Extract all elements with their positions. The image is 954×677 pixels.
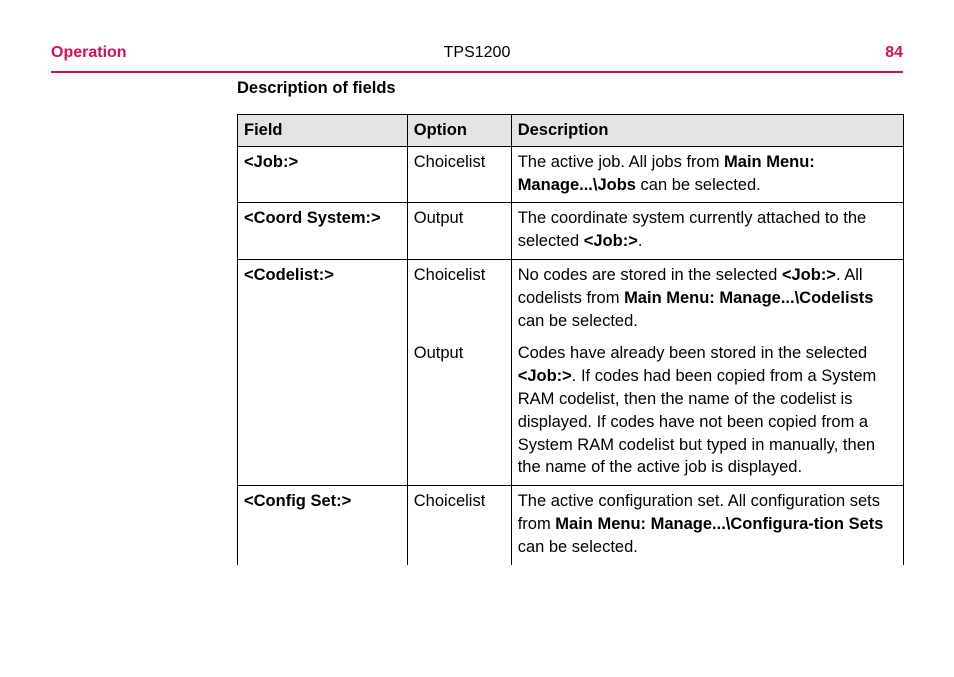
field-option: Choicelist: [407, 486, 511, 565]
page-number: 84: [885, 44, 903, 61]
description-text: The active configuration set. All configuration sets from: [517, 492, 880, 533]
section-title: Description of fields: [237, 79, 396, 97]
description-text: .: [637, 232, 643, 251]
field-reference: <Job:>: [583, 232, 638, 251]
table-header-row: [238, 115, 904, 147]
header-section: Operation: [51, 44, 127, 61]
description-text: can be selected.: [635, 175, 761, 194]
field-reference: <Job:>: [517, 367, 572, 386]
fields-table: [237, 114, 904, 565]
field-description: [511, 338, 903, 485]
description-text: . All codelists from: [517, 265, 863, 307]
field-option: Choicelist: [407, 146, 511, 203]
menu-path: Main Menu: Manage...\Codelists: [624, 288, 874, 307]
table-row: [238, 203, 904, 260]
description-text: No codes are stored in the selected: [517, 265, 782, 284]
description-text: The coordinate system currently attached to the selected: [517, 209, 867, 251]
table-row: [238, 486, 904, 565]
menu-path: Main Menu: Manage...\Jobs: [517, 152, 815, 194]
field-name: <Config Set:>: [238, 486, 408, 565]
header-product: TPS1200: [443, 44, 511, 61]
menu-path: Main Menu: Manage...\Configura-tion Sets: [555, 514, 884, 533]
field-option: Output: [407, 203, 511, 260]
table-row: [238, 146, 904, 203]
field-option: Output: [407, 338, 511, 485]
description-text: can be selected.: [517, 537, 638, 556]
table-row: [238, 259, 904, 338]
description-text: The active job. All jobs from: [517, 152, 725, 171]
field-reference: <Job:>: [781, 265, 836, 284]
description-text: Codes have already been stored in the selected: [517, 344, 868, 363]
field-option: Choicelist: [407, 259, 511, 338]
description-text: . If codes had been copied from a System RAM codelist, then the name of the codelist is displayed. If codes have not been copied from a System RAM codelist but typed in manually, then the name of the active job is displayed.: [517, 367, 877, 477]
column-header-option: Option: [407, 115, 511, 147]
page-header: [51, 44, 903, 66]
field-name: <Codelist:>: [238, 259, 408, 485]
field-description: [511, 259, 903, 338]
field-name: <Job:>: [238, 146, 408, 203]
header-rule: [51, 71, 903, 73]
description-text: can be selected.: [517, 311, 638, 330]
column-header-field: Field: [238, 115, 408, 147]
field-description: [511, 486, 903, 565]
field-description: [511, 203, 903, 260]
field-description: [511, 146, 903, 203]
field-name: <Coord System:>: [238, 203, 408, 260]
column-header-description: Description: [511, 115, 903, 147]
